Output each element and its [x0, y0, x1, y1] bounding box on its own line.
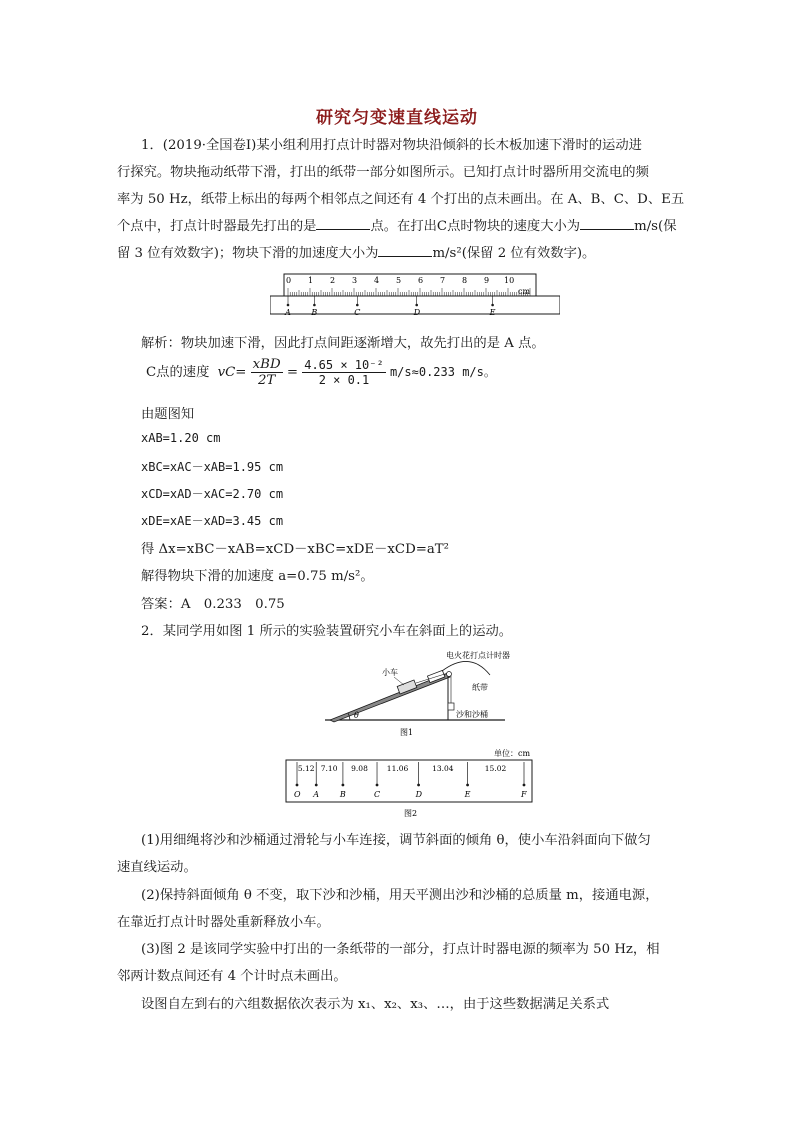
answer-blank-2	[580, 217, 634, 230]
tape-point-label: C	[354, 308, 361, 317]
tape-point-label: A	[285, 308, 291, 317]
tape-mark-label: A	[313, 790, 320, 799]
ruler-number: 3	[352, 276, 358, 285]
q1-line4-part-a: 个点中，打点计时器最先打出的是	[117, 219, 317, 234]
step2-line-a: (2)保持斜面倾角 θ 不变，取下沙和沙桶，用天平测出沙和沙桶的总质量 m，接通电源，	[141, 888, 659, 903]
solution-xbc: xBC=xAC－xAB=1.95 cm	[141, 460, 284, 474]
bucket-label: 沙和沙桶	[456, 710, 488, 719]
tape-segment-value: 9.08	[351, 764, 368, 773]
tape-mark-dot	[523, 784, 526, 787]
solution-line3: 由题图知	[141, 407, 195, 422]
last-line: 设图自左到右的六组数据依次表示为 x₁、x₂、x₃、…，由于这些数据满足关系式	[141, 997, 610, 1012]
tape-segment-value: 7.10	[320, 764, 338, 773]
velocity-formula	[146, 357, 496, 388]
ruler-ticks	[288, 288, 530, 296]
ruler-number: 8	[462, 276, 468, 285]
tape-point-label: B	[311, 308, 318, 317]
tape-segment-value: 15.02	[484, 764, 507, 773]
tape-point-label: D	[413, 308, 421, 317]
figure1-caption: 图1	[400, 728, 414, 737]
tape-mark-label: C	[374, 790, 381, 799]
tape-mark-dot	[417, 784, 420, 787]
page-title: 研究匀变速直线运动	[316, 108, 478, 128]
ruler-body	[284, 274, 536, 296]
tape-mark-dot	[466, 784, 469, 787]
tape-point-dot	[313, 304, 316, 307]
tape-mark-dot	[342, 784, 345, 787]
timer-label: 电火花打点计时器	[446, 651, 510, 660]
cart-label: 小车	[382, 668, 398, 677]
ruler-unit: cm	[518, 287, 531, 296]
q1-line5	[117, 242, 595, 261]
ruler-number: 7	[440, 276, 446, 285]
q1-line4	[117, 215, 677, 234]
tape-mark-label: F	[521, 790, 527, 799]
tape-point-dot	[356, 304, 359, 307]
tape-point-dot	[491, 304, 494, 307]
q1-line4-part-b: 点。在打出C点时物块的速度大小为	[370, 219, 581, 234]
ruler-number: 1	[308, 276, 314, 285]
equals-sign: =	[286, 365, 298, 380]
fraction-xbd-2t	[251, 357, 283, 388]
tape-mark-dot	[296, 784, 299, 787]
ruler-number: 2	[330, 276, 336, 285]
answer-line: 答案：A 0.233 0.75	[141, 597, 285, 612]
tape-mark-dot	[376, 784, 379, 787]
solution-delta-x: 得 Δx=xBC－xAB=xCD－xBC=xDE－xCD=aT²	[141, 542, 449, 557]
tape-mark-label: D	[415, 790, 422, 799]
tape-segment-value: 13.04	[432, 764, 454, 773]
q1-line3: 率为 50 Hz，纸带上标出的每两个相邻点之间还有 4 个打出的点未画出。在 A、B、C、D、E五	[117, 192, 685, 207]
ruler-number: 0	[286, 276, 292, 285]
ruler-number: 6	[418, 276, 424, 285]
tape-segment-value: 11.06	[386, 764, 409, 773]
tape-mark-label: O	[294, 790, 301, 799]
tape-point-dot	[415, 304, 418, 307]
solution-xcd: xCD=xAD－xAC=2.70 cm	[141, 487, 284, 501]
step3-line-b: 邻两计数点间还有 4 个计时点未画出。	[117, 969, 347, 984]
tape-segment-value: 5.12	[297, 764, 315, 773]
fraction-denominator: 2T	[257, 373, 276, 388]
fraction-numeric	[302, 358, 385, 387]
fraction-numerator: xBD	[252, 357, 281, 372]
ruler-number: 4	[374, 276, 380, 285]
step1-line-a: (1)用细绳将沙和沙桶通过滑轮与小车连接，调节斜面的倾角 θ，使小车沿斜面向下做匀	[141, 833, 651, 848]
step1-line-b: 速直线运动。	[117, 860, 197, 875]
tape-mark-dot	[315, 784, 318, 787]
answer-blank-3	[378, 244, 432, 257]
fraction-denominator-value: 2 × 0.1	[318, 373, 370, 387]
tape-mark-label: E	[464, 790, 471, 799]
figure2-caption: 图2	[404, 809, 418, 818]
step2-line-b: 在靠近打点计时器处重新释放小车。	[117, 915, 330, 930]
ruler-number: 9	[484, 276, 490, 285]
cart-pointer	[394, 677, 404, 685]
solution-xab: xAB=1.20 cm	[141, 431, 221, 445]
unit-label: 单位：cm	[494, 749, 531, 758]
figure1-incline	[320, 645, 520, 740]
tape-mark-label: B	[339, 790, 346, 799]
tape-marks	[294, 762, 527, 799]
theta-label: θ	[354, 711, 359, 720]
answer-blank-1	[316, 217, 370, 230]
ruler-number: 10	[504, 276, 515, 285]
tape-label: 纸带	[472, 683, 488, 692]
velocity-prefix: C点的速度	[146, 365, 210, 380]
q1-line2: 行探究。物块拖动纸带下滑，打出的纸带一部分如图所示。已知打点计时器所用交流电的频	[117, 165, 649, 180]
q1-line1: 1．(2019·全国卷Ⅰ)某小组利用打点计时器对物块沿倾斜的长木板加速下滑时的运动进	[141, 138, 642, 153]
tape-point-dot	[287, 304, 290, 307]
velocity-result: m/s≈0.233 m/s。	[389, 365, 496, 379]
figure2-tape	[282, 745, 540, 820]
bucket	[448, 703, 454, 710]
q2-intro: 2．某同学用如图 1 所示的实验装置研究小车在斜面上的运动。	[141, 624, 513, 639]
tape-point-label: E	[489, 308, 496, 317]
solution-xde: xDE=xAE－xAD=3.45 cm	[141, 514, 284, 528]
q1-line5-part-b: m/s²(保留 2 位有效数字)。	[432, 246, 596, 261]
q1-line4-part-c: m/s(保	[634, 219, 677, 234]
ruler-tape-figure	[270, 272, 560, 320]
q1-line5-part-a: 留 3 位有效数字)；物块下滑的加速度大小为	[117, 246, 379, 261]
ruler-numbers	[286, 276, 514, 285]
solution-acceleration: 解得物块下滑的加速度 a=0.75 m/s²。	[141, 569, 374, 584]
solution-line1: 解析：物块加速下滑，因此打点间距逐渐增大，故先打出的是 A 点。	[141, 336, 545, 351]
fraction-numerator-value: 4.65 × 10⁻²	[304, 358, 384, 372]
velocity-symbol: vC=	[217, 365, 247, 380]
ruler-number: 5	[396, 276, 402, 285]
step3-line-a: (3)图 2 是该同学实验中打出的一条纸带的一部分，打点计时器电源的频率为 50 Hz，相	[141, 942, 660, 957]
